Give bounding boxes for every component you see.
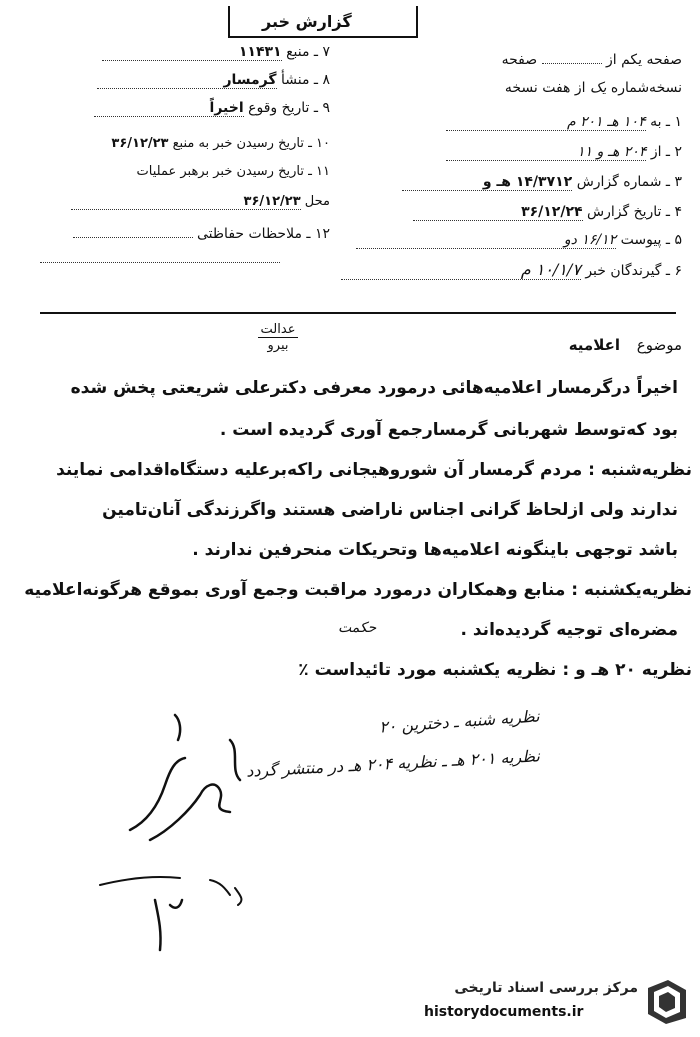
body-line: باشد توجهی باینگونه اعلامیه‌ها وتحریکات منحرفین ندارند . — [192, 540, 678, 560]
field-recipients: ۶ ـ گیرندگان خبر ۱۰/۱/۷ م — [302, 260, 682, 280]
stamp: عدالت بیرو — [258, 322, 298, 353]
handwritten-note: نظریه ۲۰۱ هـ ـ نظریه ۲۰۴ هـ در منتشر گردد — [245, 746, 541, 781]
field-received-source-date: ۱۰ ـ تاریخ رسیدن خبر به منبع ۳۶/۱۲/۲۳ — [111, 136, 330, 151]
field-security-notes: ۱۲ ـ ملاحظات حفاظتی — [40, 226, 330, 242]
header-title: گزارش خبر — [262, 12, 352, 31]
field-occurrence-date: ۹ ـ تاریخ وقوع اخیراً — [40, 100, 330, 117]
field-source: ۷ ـ منبع ۱۱۴۳۱ — [40, 44, 330, 61]
field-attachment: ۵ ـ پیوست ۱۶/۱۲ دو — [302, 232, 682, 249]
signature — [90, 700, 290, 970]
field-report-date: ۴ ـ تاریخ گزارش ۳۶/۱۲/۲۴ — [382, 204, 682, 221]
field-received-ops-date: ۱۱ ـ تاریخ رسیدن خبر برهبر عملیات — [136, 164, 330, 179]
body-line: ندارند ولی ازلحاظ گرانی اجناس ناراضی هستند واگرزندگی آنان‌تامین — [102, 500, 678, 520]
watermark-title: مرکز بررسی اسناد تاریخی — [454, 980, 638, 996]
body-line: مضره‌ای توجیه گردیده‌اند . — [460, 620, 678, 640]
divider — [40, 312, 676, 314]
archive-logo-icon — [644, 978, 690, 1026]
field-from: ۲ ـ از ۲۰۴ هـ و ۱۱ — [382, 144, 682, 161]
handwritten-note: نظریه شنبه ـ دخترین ۲۰ — [378, 706, 541, 737]
body-line: بود که‌توسط شهربانی گرمسارجمع آوری گردیده است . — [219, 420, 678, 440]
watermark — [418, 976, 690, 1032]
handwritten-note: حکمت — [338, 620, 377, 636]
body-line: نظریه‌شنبه : مردم گرمسار آن شوروهیجانی راکه‌برعلیه دستگاه‌اقدامی نمایند — [56, 460, 692, 480]
field-report-number: ۳ ـ شماره گزارش ۱۴/۳۷۱۲ هـ و — [382, 174, 682, 191]
field-page: صفحه یکم از صفحه — [501, 52, 682, 68]
field-to: ۱ ـ به ۱۰۴ هـ ۲۰۱ م — [382, 114, 682, 131]
blank-line — [40, 262, 280, 263]
subject: موضوع اعلامیه — [568, 336, 682, 354]
body-line: نظریه‌یکشنبه : منابع وهمکاران درمورد مراقبت وجمع آوری بموقع هرگونه‌اعلامیه — [24, 580, 692, 600]
field-copy-number: نسخه‌شماره یک از هفت نسخه — [504, 80, 682, 96]
watermark-url: historydocuments.ir — [424, 1004, 584, 1020]
field-location: محل ۳۶/۱۲/۲۳ — [40, 194, 330, 210]
field-origin: ۸ ـ منشأ گرمسار — [40, 72, 330, 89]
body-line: اخیراً درگرمسار اعلامیه‌هائی درمورد معرفی دکترعلی شریعتی پخش شده — [70, 378, 678, 398]
body-line: نظریه ۲۰ هـ و : نظریه یکشنبه مورد تائیداست ٪ — [298, 660, 692, 680]
